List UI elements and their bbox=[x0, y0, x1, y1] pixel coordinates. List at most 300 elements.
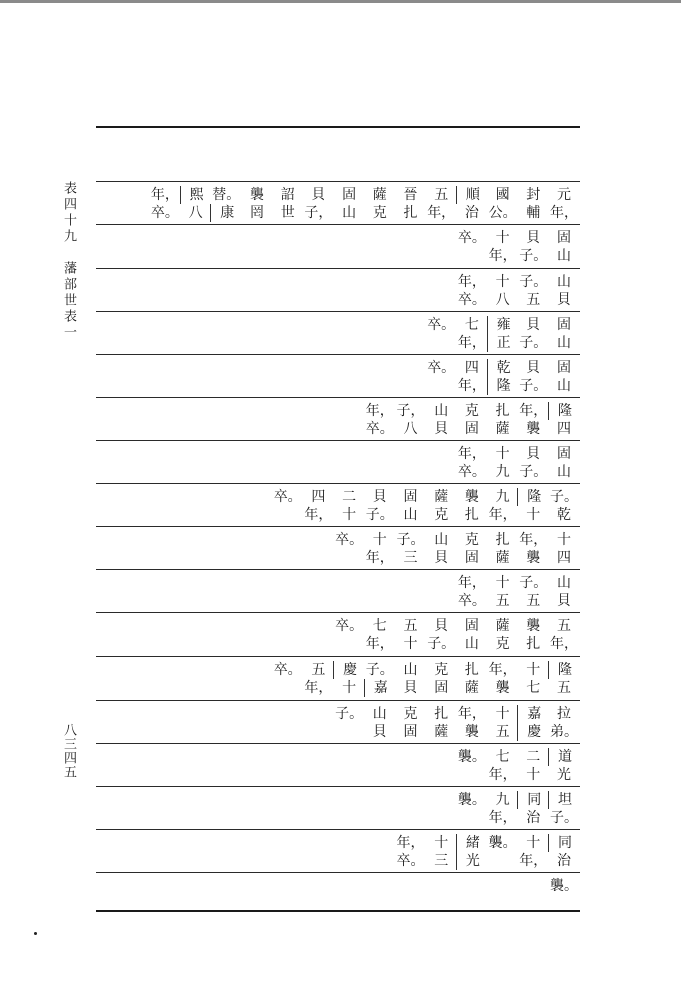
text-char: 固 bbox=[557, 317, 571, 333]
text-char: 襲 bbox=[526, 550, 541, 566]
text-char: 卒。 bbox=[335, 618, 364, 634]
text-column bbox=[517, 488, 549, 524]
text-char: 克 bbox=[434, 662, 449, 678]
row-divider bbox=[96, 224, 580, 225]
text-column bbox=[548, 877, 580, 913]
text-char: 同 bbox=[517, 791, 549, 809]
text-column bbox=[517, 661, 549, 697]
text-char: 襲 bbox=[526, 618, 541, 634]
text-char: 山 bbox=[403, 662, 418, 678]
text-column bbox=[548, 359, 580, 395]
text-char: 子， bbox=[304, 205, 333, 221]
text-column bbox=[456, 359, 488, 395]
text-char: 罔 bbox=[250, 205, 264, 221]
text-column bbox=[517, 834, 549, 870]
text-char: 固 bbox=[403, 724, 418, 740]
stray-dot bbox=[34, 932, 37, 935]
text-char: 卒。 bbox=[150, 205, 179, 221]
top-border bbox=[0, 0, 681, 3]
text-column bbox=[425, 834, 457, 870]
text-column bbox=[425, 617, 457, 653]
text-char bbox=[272, 506, 304, 524]
text-column bbox=[272, 661, 304, 697]
text-char: 年， bbox=[457, 446, 486, 462]
text-char: 子。 bbox=[396, 532, 425, 548]
text-char: 替。 bbox=[212, 187, 241, 203]
text-char: 山 bbox=[342, 205, 357, 221]
text-column bbox=[425, 359, 457, 395]
text-char: 子。 bbox=[427, 636, 456, 652]
text-char: 康 bbox=[210, 204, 242, 222]
text-column bbox=[395, 834, 427, 870]
text-char: 貝 bbox=[557, 593, 571, 609]
text-char: 年， bbox=[550, 205, 578, 221]
text-char: 九 bbox=[495, 489, 510, 505]
text-char: 薩 bbox=[372, 187, 387, 203]
text-char: 扎 bbox=[464, 662, 479, 678]
text-char: 卒。 bbox=[427, 360, 456, 376]
text-char: 固 bbox=[464, 550, 479, 566]
text-char: 薩 bbox=[495, 421, 510, 437]
text-char: 薩 bbox=[434, 489, 449, 505]
text-char: 十 bbox=[526, 662, 541, 678]
text-column bbox=[456, 574, 488, 610]
row-divider bbox=[96, 397, 580, 398]
text-char: 五 bbox=[495, 724, 510, 740]
text-column bbox=[487, 531, 519, 567]
text-char: 四 bbox=[464, 360, 479, 376]
text-char: 卒。 bbox=[457, 593, 486, 609]
text-char: 四 bbox=[557, 421, 571, 437]
text-char: 年， bbox=[488, 248, 517, 264]
text-char bbox=[333, 723, 365, 741]
text-column bbox=[517, 316, 549, 352]
text-char: 嘉 bbox=[517, 705, 549, 723]
text-char: 克 bbox=[495, 636, 510, 652]
text-column bbox=[456, 748, 488, 784]
text-char: 五 bbox=[495, 593, 510, 609]
row-divider bbox=[96, 181, 580, 182]
text-char: 山 bbox=[557, 248, 571, 264]
text-char: 山 bbox=[557, 575, 571, 591]
text-char: 扎 bbox=[403, 205, 418, 221]
text-column bbox=[425, 402, 457, 438]
text-column bbox=[456, 488, 488, 524]
text-char: 五 bbox=[403, 618, 418, 634]
row-divider bbox=[96, 311, 580, 312]
text-char: 子。 bbox=[519, 575, 548, 591]
text-char: 五 bbox=[557, 618, 571, 634]
text-char: 八 bbox=[403, 421, 418, 437]
text-column bbox=[456, 531, 488, 567]
text-char: 薩 bbox=[464, 680, 479, 696]
text-char: 山 bbox=[557, 274, 571, 290]
text-column bbox=[333, 488, 365, 524]
text-char: 子。 bbox=[550, 810, 578, 826]
text-char: 十 bbox=[372, 532, 387, 548]
text-column bbox=[364, 661, 396, 697]
row-divider bbox=[96, 126, 580, 128]
row-divider bbox=[96, 440, 580, 441]
text-column bbox=[395, 661, 427, 697]
text-column bbox=[180, 186, 212, 222]
text-char: 年， bbox=[457, 274, 486, 290]
row-divider bbox=[96, 354, 580, 355]
text-char: 三 bbox=[434, 853, 449, 869]
text-char: 十 bbox=[495, 230, 510, 246]
row-divider bbox=[96, 569, 580, 570]
text-column bbox=[487, 229, 519, 265]
text-column bbox=[548, 617, 580, 653]
text-char: 五 bbox=[557, 680, 571, 696]
row-divider bbox=[96, 483, 580, 484]
text-char: 熙 bbox=[180, 186, 212, 204]
text-char: 克 bbox=[464, 403, 479, 419]
text-char: 年， bbox=[519, 532, 548, 548]
text-char bbox=[456, 809, 488, 827]
text-column bbox=[364, 402, 396, 438]
text-column bbox=[517, 273, 549, 309]
text-char: 子。 bbox=[519, 464, 548, 480]
text-char: 山 bbox=[557, 464, 571, 480]
text-column bbox=[517, 617, 549, 653]
row-divider bbox=[96, 872, 580, 873]
text-char: 十 bbox=[403, 636, 418, 652]
text-column bbox=[395, 617, 427, 653]
text-column bbox=[487, 488, 519, 524]
text-column bbox=[333, 531, 365, 567]
text-char: 固 bbox=[342, 187, 357, 203]
text-char: 薩 bbox=[495, 618, 510, 634]
text-column bbox=[456, 617, 488, 653]
text-char: 十 bbox=[526, 507, 541, 523]
text-char: 襲 bbox=[464, 489, 479, 505]
text-column bbox=[456, 445, 488, 481]
text-char: 扎 bbox=[464, 507, 479, 523]
text-column bbox=[548, 705, 580, 741]
text-char: 貝 bbox=[372, 724, 387, 740]
text-char: 貝 bbox=[311, 187, 326, 203]
text-char: 襲 bbox=[464, 724, 479, 740]
text-char: 年， bbox=[150, 187, 179, 203]
text-column bbox=[548, 488, 580, 524]
text-column bbox=[487, 617, 519, 653]
text-column bbox=[333, 186, 365, 222]
row-divider bbox=[96, 268, 580, 269]
text-char: 十 bbox=[557, 532, 571, 548]
text-char: 光 bbox=[557, 767, 571, 783]
text-char: 八 bbox=[188, 205, 203, 221]
text-column bbox=[548, 445, 580, 481]
text-char: 子。 bbox=[335, 706, 364, 722]
text-column bbox=[395, 705, 427, 741]
text-char: 隆 bbox=[548, 402, 580, 420]
text-char: 卒。 bbox=[427, 317, 456, 333]
text-column bbox=[456, 705, 488, 741]
text-char: 九 bbox=[495, 792, 510, 808]
text-column bbox=[487, 574, 519, 610]
text-char: 薩 bbox=[495, 550, 510, 566]
text-char: 襲 bbox=[250, 187, 264, 203]
text-char: 五 bbox=[311, 662, 326, 678]
text-char: 七 bbox=[372, 618, 387, 634]
side-title: 表四十九 藩部世表一 bbox=[61, 181, 76, 341]
text-char: 十 bbox=[526, 835, 541, 851]
text-char: 貝 bbox=[372, 489, 387, 505]
text-char: 山 bbox=[372, 706, 387, 722]
text-char: 卒。 bbox=[457, 230, 486, 246]
text-column bbox=[487, 791, 519, 827]
text-char: 貝 bbox=[434, 618, 449, 634]
row-divider bbox=[96, 910, 580, 912]
text-char: 子。 bbox=[365, 662, 394, 678]
text-char: 封 bbox=[526, 187, 541, 203]
text-char: 襲。 bbox=[457, 749, 486, 765]
text-char: 固 bbox=[557, 446, 571, 462]
text-column bbox=[395, 186, 427, 222]
text-column bbox=[548, 661, 580, 697]
text-char: 十 bbox=[434, 835, 449, 851]
row-divider bbox=[96, 700, 580, 701]
text-char: 年， bbox=[457, 335, 486, 351]
text-column bbox=[487, 748, 519, 784]
text-char: 子。 bbox=[365, 507, 394, 523]
text-char: 五 bbox=[526, 292, 541, 308]
text-char: 子。 bbox=[550, 489, 578, 505]
text-column bbox=[272, 488, 304, 524]
text-char: 年， bbox=[365, 636, 394, 652]
text-column bbox=[425, 531, 457, 567]
text-column bbox=[364, 488, 396, 524]
text-char: 年， bbox=[457, 706, 486, 722]
text-char: 子。 bbox=[519, 335, 548, 351]
text-column bbox=[333, 661, 365, 697]
text-char: 山 bbox=[403, 507, 418, 523]
text-char: 四 bbox=[311, 489, 326, 505]
text-char: 貝 bbox=[526, 360, 541, 376]
text-char: 公。 bbox=[488, 205, 517, 221]
text-char: 光 bbox=[456, 852, 488, 870]
text-column bbox=[517, 705, 549, 741]
text-char: 慶 bbox=[333, 661, 365, 679]
text-char bbox=[425, 334, 457, 352]
text-char: 十 bbox=[495, 446, 510, 462]
text-char: 九 bbox=[495, 464, 510, 480]
text-char: 年， bbox=[519, 853, 548, 869]
text-char: 卒。 bbox=[273, 662, 302, 678]
text-char: 晉 bbox=[403, 187, 418, 203]
row-divider bbox=[96, 612, 580, 613]
text-char: 年， bbox=[488, 810, 517, 826]
text-char bbox=[333, 549, 365, 567]
text-column bbox=[456, 402, 488, 438]
text-char bbox=[487, 852, 519, 870]
row-divider bbox=[96, 526, 580, 527]
text-char: 卒。 bbox=[365, 421, 394, 437]
text-column bbox=[456, 186, 488, 222]
text-char: 子。 bbox=[519, 378, 548, 394]
text-column bbox=[548, 229, 580, 265]
text-char: 年， bbox=[304, 680, 333, 696]
text-char: 正 bbox=[487, 334, 519, 352]
text-char: 卒。 bbox=[457, 292, 486, 308]
text-char: 年， bbox=[550, 636, 578, 652]
text-char bbox=[456, 247, 488, 265]
text-char: 襲。 bbox=[488, 835, 517, 851]
row-divider bbox=[96, 829, 580, 830]
text-column bbox=[395, 488, 427, 524]
text-column bbox=[425, 488, 457, 524]
text-char: 緒 bbox=[456, 834, 488, 852]
text-column bbox=[456, 273, 488, 309]
text-char: 七 bbox=[495, 749, 510, 765]
text-char: 卒。 bbox=[273, 489, 302, 505]
text-column bbox=[548, 186, 580, 222]
text-char: 貝 bbox=[557, 292, 571, 308]
text-char: 克 bbox=[403, 706, 418, 722]
text-char: 卒。 bbox=[335, 532, 364, 548]
text-char: 慶 bbox=[517, 723, 549, 741]
text-column bbox=[456, 229, 488, 265]
text-column bbox=[395, 402, 427, 438]
text-char: 年， bbox=[457, 378, 486, 394]
text-column bbox=[517, 186, 549, 222]
text-char: 五 bbox=[434, 187, 449, 203]
text-char: 克 bbox=[464, 532, 479, 548]
text-column bbox=[517, 574, 549, 610]
text-column bbox=[364, 617, 396, 653]
text-column bbox=[364, 531, 396, 567]
text-column bbox=[364, 186, 396, 222]
text-column bbox=[487, 186, 519, 222]
text-char: 十 bbox=[495, 274, 510, 290]
text-char: 治 bbox=[526, 810, 541, 826]
text-char: 襲。 bbox=[457, 792, 486, 808]
text-char: 山 bbox=[464, 636, 479, 652]
text-char: 國 bbox=[495, 187, 510, 203]
text-char: 二 bbox=[342, 489, 357, 505]
text-column bbox=[487, 359, 519, 395]
text-char: 年， bbox=[457, 575, 486, 591]
text-char: 元 bbox=[557, 187, 571, 203]
text-column bbox=[456, 791, 488, 827]
text-char: 克 bbox=[434, 507, 449, 523]
text-column bbox=[487, 661, 519, 697]
text-char: 貝 bbox=[434, 421, 449, 437]
text-column bbox=[425, 316, 457, 352]
text-char: 年， bbox=[519, 403, 548, 419]
text-column bbox=[517, 791, 549, 827]
row-divider bbox=[96, 743, 580, 744]
row-divider bbox=[96, 786, 580, 787]
text-char: 年， bbox=[365, 550, 394, 566]
text-column bbox=[517, 229, 549, 265]
text-char: 扎 bbox=[434, 706, 449, 722]
text-column bbox=[272, 186, 304, 222]
text-char bbox=[425, 377, 457, 395]
text-char: 年， bbox=[488, 507, 517, 523]
text-char: 固 bbox=[403, 489, 418, 505]
text-char: 二 bbox=[526, 749, 541, 765]
text-column bbox=[333, 705, 365, 741]
text-char: 襲 bbox=[495, 680, 510, 696]
text-char: 七 bbox=[526, 680, 541, 696]
text-char: 山 bbox=[434, 532, 449, 548]
page-number: 八三四五 bbox=[61, 723, 76, 779]
text-char bbox=[456, 766, 488, 784]
text-char: 八 bbox=[495, 292, 510, 308]
text-char: 扎 bbox=[526, 636, 541, 652]
text-char: 隆 bbox=[487, 377, 519, 395]
text-char: 固 bbox=[434, 680, 449, 696]
text-column bbox=[517, 748, 549, 784]
text-char: 詔 bbox=[280, 187, 295, 203]
text-char bbox=[272, 679, 304, 697]
text-char: 隆 bbox=[517, 488, 549, 506]
text-column bbox=[425, 186, 457, 222]
text-column bbox=[548, 834, 580, 870]
text-char: 卒。 bbox=[396, 853, 425, 869]
text-char: 襲 bbox=[526, 421, 541, 437]
text-char: 嘉 bbox=[364, 679, 396, 697]
text-char: 弟。 bbox=[550, 724, 578, 740]
text-char: 拉 bbox=[557, 706, 571, 722]
text-column bbox=[548, 316, 580, 352]
text-column bbox=[548, 531, 580, 567]
text-char: 年， bbox=[396, 835, 425, 851]
text-char: 十 bbox=[342, 680, 357, 696]
text-column bbox=[517, 445, 549, 481]
text-column bbox=[456, 661, 488, 697]
text-char: 扎 bbox=[495, 532, 510, 548]
text-column bbox=[149, 186, 181, 222]
text-char: 四 bbox=[557, 550, 571, 566]
text-char: 年， bbox=[365, 403, 394, 419]
text-char: 十 bbox=[526, 767, 541, 783]
text-column bbox=[548, 273, 580, 309]
text-column bbox=[302, 488, 334, 524]
text-char: 貝 bbox=[526, 230, 541, 246]
text-column bbox=[456, 316, 488, 352]
text-column bbox=[487, 705, 519, 741]
text-column bbox=[487, 316, 519, 352]
text-char: 貝 bbox=[434, 550, 449, 566]
text-char: 順 bbox=[456, 186, 488, 204]
text-char: 十 bbox=[342, 507, 357, 523]
text-char: 年， bbox=[488, 662, 517, 678]
text-column bbox=[517, 359, 549, 395]
text-char: 山 bbox=[557, 378, 571, 394]
text-char: 三 bbox=[403, 550, 418, 566]
text-char: 山 bbox=[557, 335, 571, 351]
text-char: 固 bbox=[464, 618, 479, 634]
text-char: 子。 bbox=[519, 248, 548, 264]
text-column bbox=[517, 402, 549, 438]
text-char: 子， bbox=[396, 403, 425, 419]
text-char: 世 bbox=[280, 205, 295, 221]
text-column bbox=[456, 834, 488, 870]
text-column bbox=[364, 705, 396, 741]
text-char: 薩 bbox=[434, 724, 449, 740]
text-char: 乾 bbox=[487, 359, 519, 377]
text-column bbox=[425, 705, 457, 741]
text-char: 十 bbox=[495, 706, 510, 722]
text-column bbox=[395, 531, 427, 567]
text-char bbox=[333, 635, 365, 653]
text-column bbox=[302, 186, 334, 222]
text-char: 卒。 bbox=[457, 464, 486, 480]
text-char: 貝 bbox=[526, 317, 541, 333]
